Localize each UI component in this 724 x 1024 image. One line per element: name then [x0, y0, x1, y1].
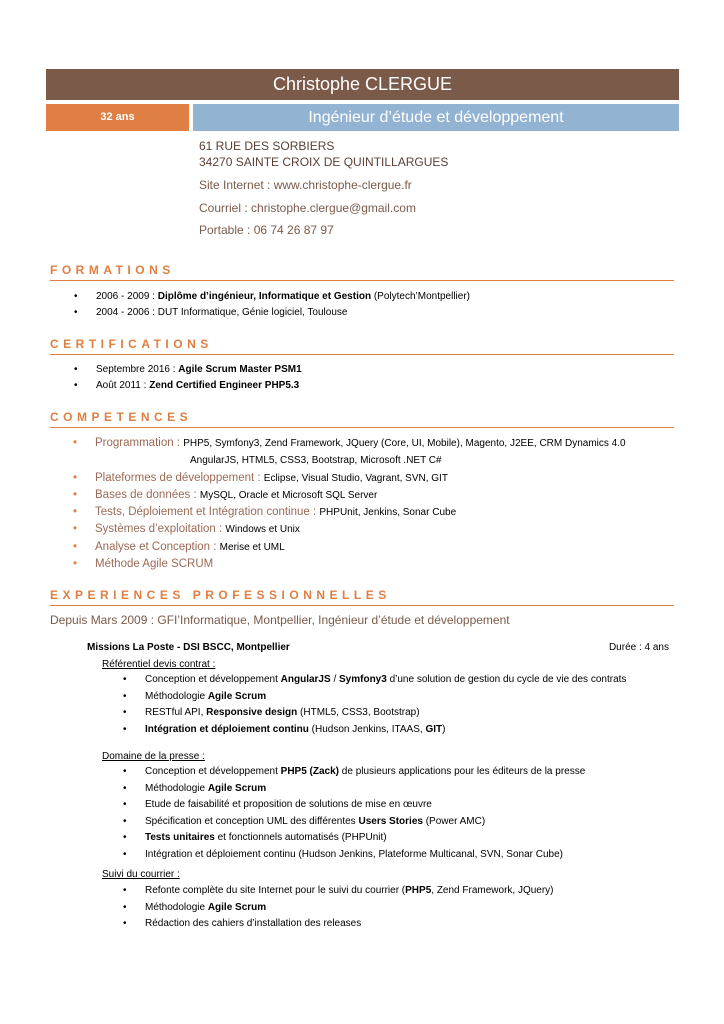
presse-list	[123, 764, 675, 863]
competence-item: • Systèmes d’exploitation : Windows et Unix	[95, 521, 675, 538]
experience-item: • Conception et développement PHP5 (Zack) de plusieurs applications pour les éditeurs de la presse	[145, 764, 675, 781]
experience-item: • Méthodologie Agile Scrum	[145, 900, 675, 917]
competence-item: • Tests, Déploiement et Intégration continue : PHPUnit, Jenkins, Sonar Cube	[95, 504, 675, 521]
bullet-icon: •	[123, 707, 127, 718]
competence-item: • Programmation : PHP5, Symfony3, Zend Framework, JQuery (Core, UI, Mobile), Magento, J2EE, CRM Dynamics 4.0	[95, 435, 675, 452]
competences-heading: COMPETENCES	[50, 410, 674, 428]
candidate-name: Christophe CLERGUE	[46, 69, 679, 100]
competence-item-continued: AngularJS, HTML5, CSS3, Bootstrap, Microsoft .NET C#	[190, 455, 442, 467]
website-label: Site Internet :	[199, 178, 274, 192]
bullet-icon: •	[123, 782, 127, 794]
bullet-icon: •	[123, 766, 127, 777]
bullet-icon: •	[123, 674, 127, 685]
mission-title: Missions La Poste - DSI BSCC, Montpellier	[87, 642, 290, 653]
experience-item: • Refonte complète du site Internet pour le suivi du courrier (PHP5, Zend Framework, JQuery)	[145, 883, 675, 900]
website-link[interactable]: www.christophe-clergue.fr	[273, 178, 412, 192]
bullet-icon: •	[123, 832, 127, 843]
bullet-icon: •	[123, 723, 127, 735]
phone-line: Portable : 06 74 26 87 97	[199, 223, 334, 237]
experience-item: • Conception et développement AngularJS / Symfony3 d’une solution de gestion du cycle de vie des contrats	[145, 672, 675, 689]
email-link[interactable]: christophe.clergue@gmail.com	[251, 201, 416, 215]
competence-item: • Analyse et Conception : Merise et UML	[95, 539, 675, 556]
website-line	[199, 178, 412, 192]
bullet-icon: •	[123, 690, 127, 702]
formations-heading: FORMATIONS	[50, 263, 674, 281]
subsection-referentiel: Référentiel devis contrat :	[102, 659, 216, 670]
bullet-icon: •	[74, 380, 78, 391]
experience-item: • Tests unitaires et fonctionnels automatisés (PHPUnit)	[145, 830, 675, 847]
age-badge: 32 ans	[46, 104, 189, 131]
bullet-icon: •	[73, 558, 78, 571]
formation-item: • 2004 - 2006 : DUT Informatique, Génie logiciel, Toulouse	[96, 305, 470, 321]
bullet-icon: •	[123, 901, 127, 913]
bullet-icon: •	[123, 848, 127, 860]
referentiel-list	[123, 672, 675, 738]
experience-item: • Méthodologie Agile Scrum	[145, 689, 675, 706]
experience-item: • Intégration et déploiement continu (Hudson Jenkins, Plateforme Multicanal, SVN, Sonar Cube)	[145, 847, 675, 864]
job-line: Depuis Mars 2009 : GFI’Informatique, Montpellier, Ingénieur d’étude et développement	[50, 613, 510, 627]
address-city: 34270 SAINTE CROIX DE QUINTILLARGUES	[199, 155, 449, 169]
email-line	[199, 201, 416, 215]
bullet-icon: •	[123, 815, 127, 827]
certification-item: • Septembre 2016 : Agile Scrum Master PSM1	[96, 362, 302, 378]
experience-item: • RESTful API, Responsive design (HTML5, CSS3, Bootstrap)	[145, 705, 675, 722]
bullet-icon: •	[123, 885, 127, 896]
competences-list	[73, 435, 675, 573]
experience-item: • Rédaction des cahiers d’installation des releases	[145, 916, 675, 933]
bullet-icon: •	[74, 291, 78, 302]
bullet-icon: •	[73, 523, 78, 536]
bullet-icon: •	[73, 437, 78, 449]
bullet-icon: •	[73, 540, 78, 553]
experience-item: • Méthodologie Agile Scrum	[145, 781, 675, 798]
bullet-icon: •	[123, 799, 127, 810]
certification-item: • Août 2011 : Zend Certified Engineer PHP5.3	[96, 378, 302, 394]
experiences-heading: EXPERIENCES PROFESSIONNELLES	[50, 588, 674, 606]
certifications-list	[74, 362, 302, 394]
bullet-icon: •	[73, 488, 78, 501]
job-title: Ingénieur d’étude et développement	[193, 104, 679, 131]
courrier-list	[123, 883, 675, 933]
competence-item: • Bases de données : MySQL, Oracle et Microsoft SQL Server	[95, 487, 675, 504]
formations-list	[74, 289, 471, 321]
subsection-courrier: Suivi du courrier :	[102, 869, 180, 880]
certifications-heading: CERTIFICATIONS	[50, 337, 674, 355]
experience-item: • Etude de faisabilité et proposition de solutions de mise en œuvre	[145, 797, 675, 814]
experience-item: • Spécification et conception UML des différentes Users Stories (Power AMC)	[145, 814, 675, 831]
bullet-icon: •	[74, 307, 78, 318]
competence-item: • Plateformes de développement : Eclipse, Visual Studio, Vagrant, SVN, GIT	[95, 470, 675, 487]
bullet-icon: •	[73, 471, 78, 484]
address-street: 61 RUE DES SORBIERS	[199, 139, 335, 153]
bullet-icon: •	[74, 364, 78, 375]
competence-item: • Méthode Agile SCRUM	[95, 556, 675, 573]
formation-item: • 2006 - 2009 : Diplôme d’ingénieur, Informatique et Gestion (Polytech’Montpellier)	[96, 289, 470, 305]
email-label: Courriel :	[199, 201, 252, 215]
experience-item: • Intégration et déploiement continu (Hudson Jenkins, ITAAS, GIT)	[145, 722, 675, 739]
bullet-icon: •	[123, 918, 127, 929]
mission-line	[87, 642, 669, 653]
mission-duration: Durée : 4 ans	[608, 642, 669, 653]
bullet-icon: •	[73, 506, 78, 519]
subsection-presse: Domaine de la presse :	[102, 751, 205, 762]
